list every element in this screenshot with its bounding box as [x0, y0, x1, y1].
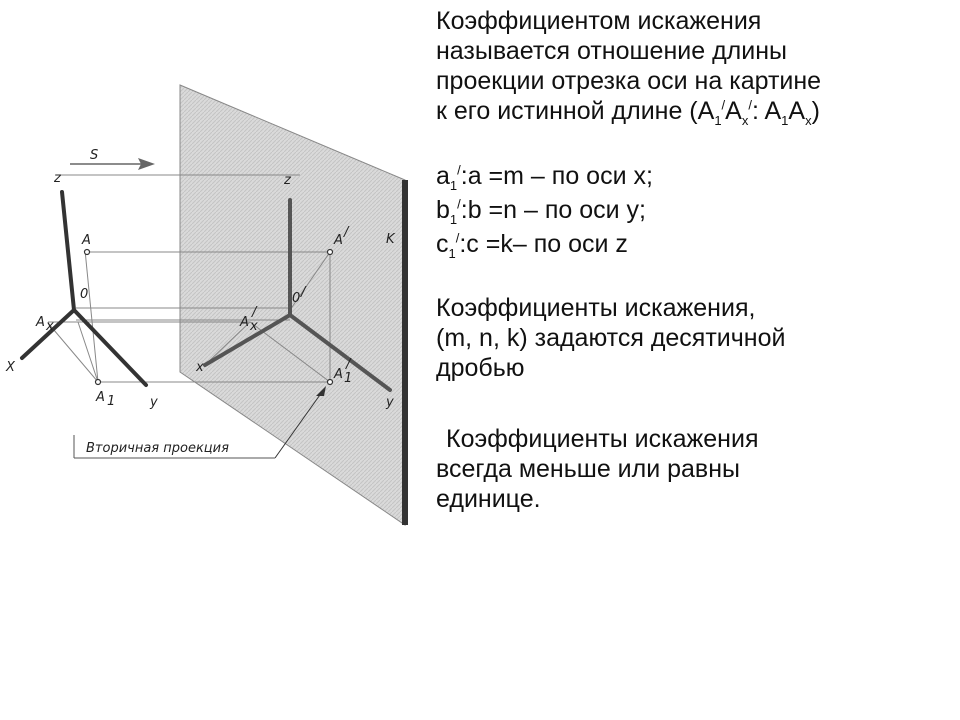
label-a-left: A: [82, 233, 91, 248]
formula-k: $c_1^/:c =k-$ по оси z: [436, 230, 628, 261]
label-o-prime-sup: /: [301, 285, 306, 300]
y-axis-original: [74, 310, 146, 385]
definition-paragraph: [436, 6, 956, 126]
label-o-prime: 0: [292, 291, 301, 306]
note-less-or-equal-one: Коэффициенты искажения всегда меньше или равны единице.: [436, 425, 759, 513]
label-k-plane: K: [386, 232, 395, 247]
label-a1-prime-sub: 1: [344, 371, 353, 386]
label-ax-prime-sub: x: [250, 319, 258, 334]
label-ax-prime-sup: /: [252, 305, 257, 320]
label-ax-left-sub: x: [46, 319, 54, 334]
label-x-left: X: [6, 360, 15, 375]
formula-n: $b_1^/:b =n$ – по оси y;: [436, 196, 647, 227]
label-a1-prime: A: [334, 367, 343, 382]
label-a1-prime-sup: /: [346, 357, 351, 372]
label-ax-prime: A: [240, 315, 249, 330]
definition-line-2: называется отношение длины: [436, 37, 788, 65]
label-ax-left: A: [36, 315, 45, 330]
definition-line-4: к его истинной длине ($A_1^/A_x^/$: $A_1A_x$): [436, 97, 820, 128]
caption-secondary-projection: Вторичная проекция: [86, 441, 229, 456]
label-a1-left: A: [96, 390, 105, 405]
formula-m: $a_1^/:a =m$ – по оси x;: [436, 162, 653, 193]
label-x-plane: x: [196, 360, 204, 375]
label-a-prime: A: [334, 233, 343, 248]
label-a-prime-sup: /: [344, 225, 349, 240]
explanation-text: [436, 6, 956, 514]
axonometric-projection-diagram: [0, 60, 430, 540]
label-s: S: [90, 148, 99, 163]
x-axis-original: [22, 310, 74, 358]
label-a1-left-sub: 1: [107, 394, 116, 409]
label-y-plane: y: [386, 395, 394, 410]
label-z-plane: z: [284, 173, 291, 188]
definition-line-1: Коэффициентом искажения: [436, 7, 762, 35]
label-o-left: 0: [80, 287, 89, 302]
label-z-left: z: [54, 171, 61, 186]
z-axis-original: [62, 192, 74, 310]
label-y-left: y: [150, 395, 158, 410]
definition-line-3: проекции отрезка оси на картине: [436, 67, 822, 95]
note-decimal-fraction: Коэффициенты искажения, (m, n, k) задаются десятичной дробью: [436, 294, 786, 382]
